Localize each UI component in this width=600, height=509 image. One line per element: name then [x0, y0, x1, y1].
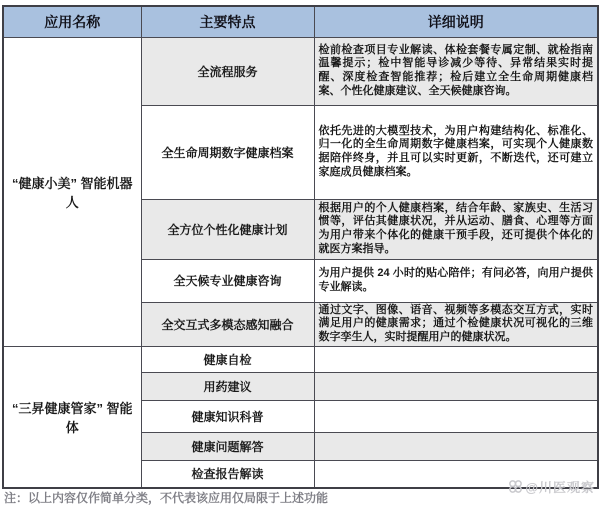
feature-cell: 全交互式多模态感知融合 — [141, 302, 314, 346]
column-header-detailed-description: 详细说明 — [314, 6, 598, 37]
footnote: 注：以上内容仅作简单分类，不代表该应用仅局限于上述功能 — [4, 491, 329, 505]
feature-cell: 健康问题解答 — [141, 432, 314, 460]
header-row — [3, 6, 598, 37]
column-header-app-name: 应用名称 — [3, 6, 141, 37]
app-name-cell-group2: “三昇健康管家” 智能体 — [3, 346, 141, 488]
feature-cell: 用药建议 — [141, 372, 314, 400]
detail-cell: 检前检查项目专业解读、体检套餐专属定制、就检指南温馨提示；检中智能导诊减少等待、异常结果实时提醒、深度检查智能推荐；检后建立全生命周期健康档案、个性化健康建议、全天候健康咨询。 — [314, 37, 598, 105]
table-row — [3, 346, 598, 372]
detail-cell — [314, 346, 598, 372]
column-header-main-features: 主要特点 — [141, 6, 314, 37]
app-name-cell-group1: “健康小美” 智能机器人 — [3, 37, 141, 346]
feature-cell: 全流程服务 — [141, 37, 314, 105]
detail-cell — [314, 432, 598, 460]
watermark-text: @川医观察 — [525, 480, 595, 495]
feature-cell: 全方位个性化健康计划 — [141, 199, 314, 259]
detail-cell: 通过文字、图像、语音、视频等多模态交互方式，实时满足用户的健康需求；通过个检健康状况可视化的三维数字孪生人，实时提醒用户的健康状况。 — [314, 302, 598, 346]
detail-cell — [314, 372, 598, 400]
detail-cell — [314, 400, 598, 432]
feature-comparison-table — [2, 5, 599, 489]
clover-logo-icon — [508, 479, 523, 494]
watermark — [508, 477, 595, 496]
feature-cell: 健康自检 — [141, 346, 314, 372]
detail-cell: 为用户提供 24 小时的贴心陪伴；有问必答，向用户提供专业解读。 — [314, 259, 598, 302]
detail-cell: 依托先进的大模型技术，为用户构建结构化、标准化、归一化的全生命周期数字健康档案，可实现个人健康数据陪伴终身，并且可以实时更新，不断迭代，还可建立家庭成员健康档案。 — [314, 105, 598, 199]
feature-cell: 检查报告解读 — [141, 460, 314, 488]
feature-cell: 全生命周期数字健康档案 — [141, 105, 314, 199]
detail-cell: 根据用户的个人健康档案，结合年龄、家族史、生活习惯等，评估其健康状况，并从运动、膳食、心理等方面为用户带来个体化的健康干预手段，还可提供个体化的就医方案指导。 — [314, 199, 598, 259]
table-row — [3, 37, 598, 105]
feature-cell: 全天候专业健康咨询 — [141, 259, 314, 302]
feature-cell: 健康知识科普 — [141, 400, 314, 432]
